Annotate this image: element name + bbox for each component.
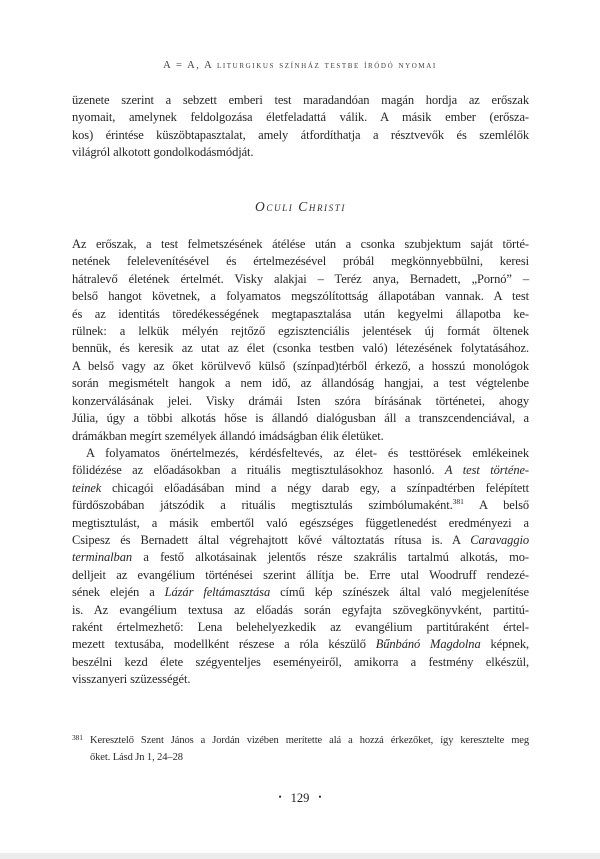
text-line (72, 654, 529, 671)
text-line (72, 306, 529, 323)
text-line (72, 602, 529, 619)
text-segment: üzenete szerint a sebzett emberi test maradandóan magán hordja az erőszak (72, 93, 529, 107)
text-segment: belső hangot követnek, a folyamatos megszólítottság állapotában vannak. A test (72, 289, 529, 304)
page-number (0, 791, 600, 806)
text-line (72, 445, 529, 462)
footnote-text (90, 733, 529, 767)
text-segment: képnek, (480, 637, 529, 652)
section-heading: Oculi Christi (255, 198, 346, 214)
text-segment: netének felelevenítésével és értelmezésével próbál megkönnyebbülni, keresi (72, 254, 529, 269)
text-segment: delljeit az evangélium történései szerint állítja be. Erre utal Woodruff rendezé- (72, 567, 529, 582)
text-line (72, 636, 529, 653)
text-segment: fölidézése az előadásokban a rituális megtisztulásokhoz hasonló. (72, 463, 445, 478)
text-segment: Caravaggio (470, 532, 529, 547)
text-segment: teinek (72, 480, 102, 495)
text-line (72, 358, 529, 375)
text-segment: Bűnbánó Magdolna (375, 637, 481, 652)
text-line (72, 497, 529, 514)
text-line (72, 271, 529, 288)
text-line (90, 733, 529, 750)
intro-paragraph (72, 92, 529, 162)
text-segment: fürdőszobában játszódik a rituális megtisztulás szimbólumaként. (72, 498, 453, 513)
text-segment: A belső vagy az őket körülvevő külső (színpad)térből érkező, a hosszú monológok (72, 358, 529, 373)
text-segment: hátralevő életének értelmét. Visky alakjai – Teréz anya, Bernadett, „Pornó” – (72, 271, 529, 286)
text-segment: című kép színészek által való megjelenítése (270, 585, 530, 600)
text-segment: nyomait, amelynek feldolgozása életfeladattá válik. A másik ember (erősza- (72, 110, 529, 125)
text-line (72, 567, 529, 584)
text-segment: világról alkotott gondolkodásmódját. (72, 145, 254, 160)
text-segment: mezett textusába, modellként részese a róla készülő (72, 637, 376, 652)
text-segment: és az identitás töredékességének megtapasztalása után kegyelmi állapotba ke- (72, 306, 529, 321)
text-line (72, 288, 529, 305)
text-segment: megtisztulást, a másik embertől való egészséges függetlenedést eredményezi a (72, 515, 529, 530)
text-segment: Lázár feltámasztása (164, 585, 271, 600)
text-segment: A test történe- (444, 463, 529, 478)
text-line (72, 92, 529, 109)
text-line (72, 532, 529, 549)
text-segment: visszanyeri szüzességét. (72, 672, 191, 687)
text-line (72, 340, 529, 357)
text-segment: bennük, és keresik az utat az élet (csonka testben való) létezésének folytatásához. (72, 341, 529, 356)
text-segment: Csipesz és Bernadett által végrehajtott kővé változtatás rítusa is. A (72, 532, 471, 547)
text-segment: A folyamatos önértelmezés, kérdésfeltevés, az élet- és testtörések emlékeinek (86, 445, 529, 460)
text-line (72, 515, 529, 532)
text-segment: is. Az evangélium textusa az előadás során egyfajta szövegkönyvként, partitú- (72, 602, 529, 617)
text-line (72, 127, 529, 144)
text-segment: rülnek: a lelkük mélyén rejtőző egzisztenciális jelentések új formát öltenek (72, 324, 529, 339)
text-line (72, 253, 529, 270)
text-segment: Az erőszak, a test felmetszésének átélése után a csonka szubjektum saját törté- (72, 237, 529, 252)
text-line (72, 236, 529, 253)
text-segment: chicagói előadásában mind a négy darab egy, a színpadtérben felépített (101, 480, 529, 495)
text-segment: drámákban megírt személyek állandó imádságban élik életüket. (72, 428, 384, 443)
text-line (72, 323, 529, 340)
text-line (72, 393, 529, 410)
text-block (72, 92, 529, 689)
text-line (72, 462, 529, 479)
page-number-right-bullet: • (318, 792, 322, 802)
footnote-reference: 381 (452, 496, 464, 506)
text-line (72, 410, 529, 427)
text-segment: sének elején a (72, 585, 165, 600)
text-line (72, 375, 529, 392)
text-line (72, 480, 529, 497)
text-segment: konzerválásának jelei. Visky drámái Isten szóra bírásának történetei, ahogy (72, 393, 529, 408)
footnote (72, 733, 529, 767)
text-segment: Keresztelő Szent János a Jordán vizében merítette alá a hozzá érkezőket, így keresztelte meg (90, 735, 529, 746)
footnote-number: 381 (72, 733, 83, 742)
text-segment: raként értelmezhető: Lena belehelyezkedik az evangélium partitúraként értel- (72, 619, 529, 634)
text-segment: Júlia, úgy a többi alkotás hőse is állandó dialógusban áll a transzcendenciával, a (72, 411, 529, 426)
text-segment: kos) érintése küszöbtapasztalat, amely átfordíthatja a résztvevők és szemlélők (72, 127, 529, 142)
text-segment: beszélni kezd élete szégyenteljes eseményeiről, amikorra a festmény elkészül, (72, 654, 529, 669)
running-header: A = A, A liturgikus színház testbe íródó nyomai (163, 60, 437, 71)
text-line (72, 144, 529, 161)
text-segment: a festő alkotásainak jelentős része szakrális tartalmú alkotás, mo- (132, 550, 529, 565)
text-line (72, 549, 529, 566)
text-segment: terminalban (72, 550, 133, 565)
text-line (72, 428, 529, 445)
page-number-left-bullet: • (278, 792, 282, 802)
text-segment: őket. Lásd Jn 1, 24–28 (90, 751, 183, 763)
scan-edge-bottom (0, 853, 600, 859)
text-line (90, 750, 529, 767)
text-segment: során megismételt hangok a nem idő, az állandóság hangjai, a test végtelenbe (72, 376, 529, 391)
paragraph-2 (72, 445, 529, 689)
text-line (72, 584, 529, 601)
text-line (72, 109, 529, 126)
text-line (72, 619, 529, 636)
text-line (72, 671, 529, 688)
text-segment: A belső (463, 498, 529, 513)
paragraph-1 (72, 236, 529, 445)
page-number-value: 129 (290, 791, 310, 805)
